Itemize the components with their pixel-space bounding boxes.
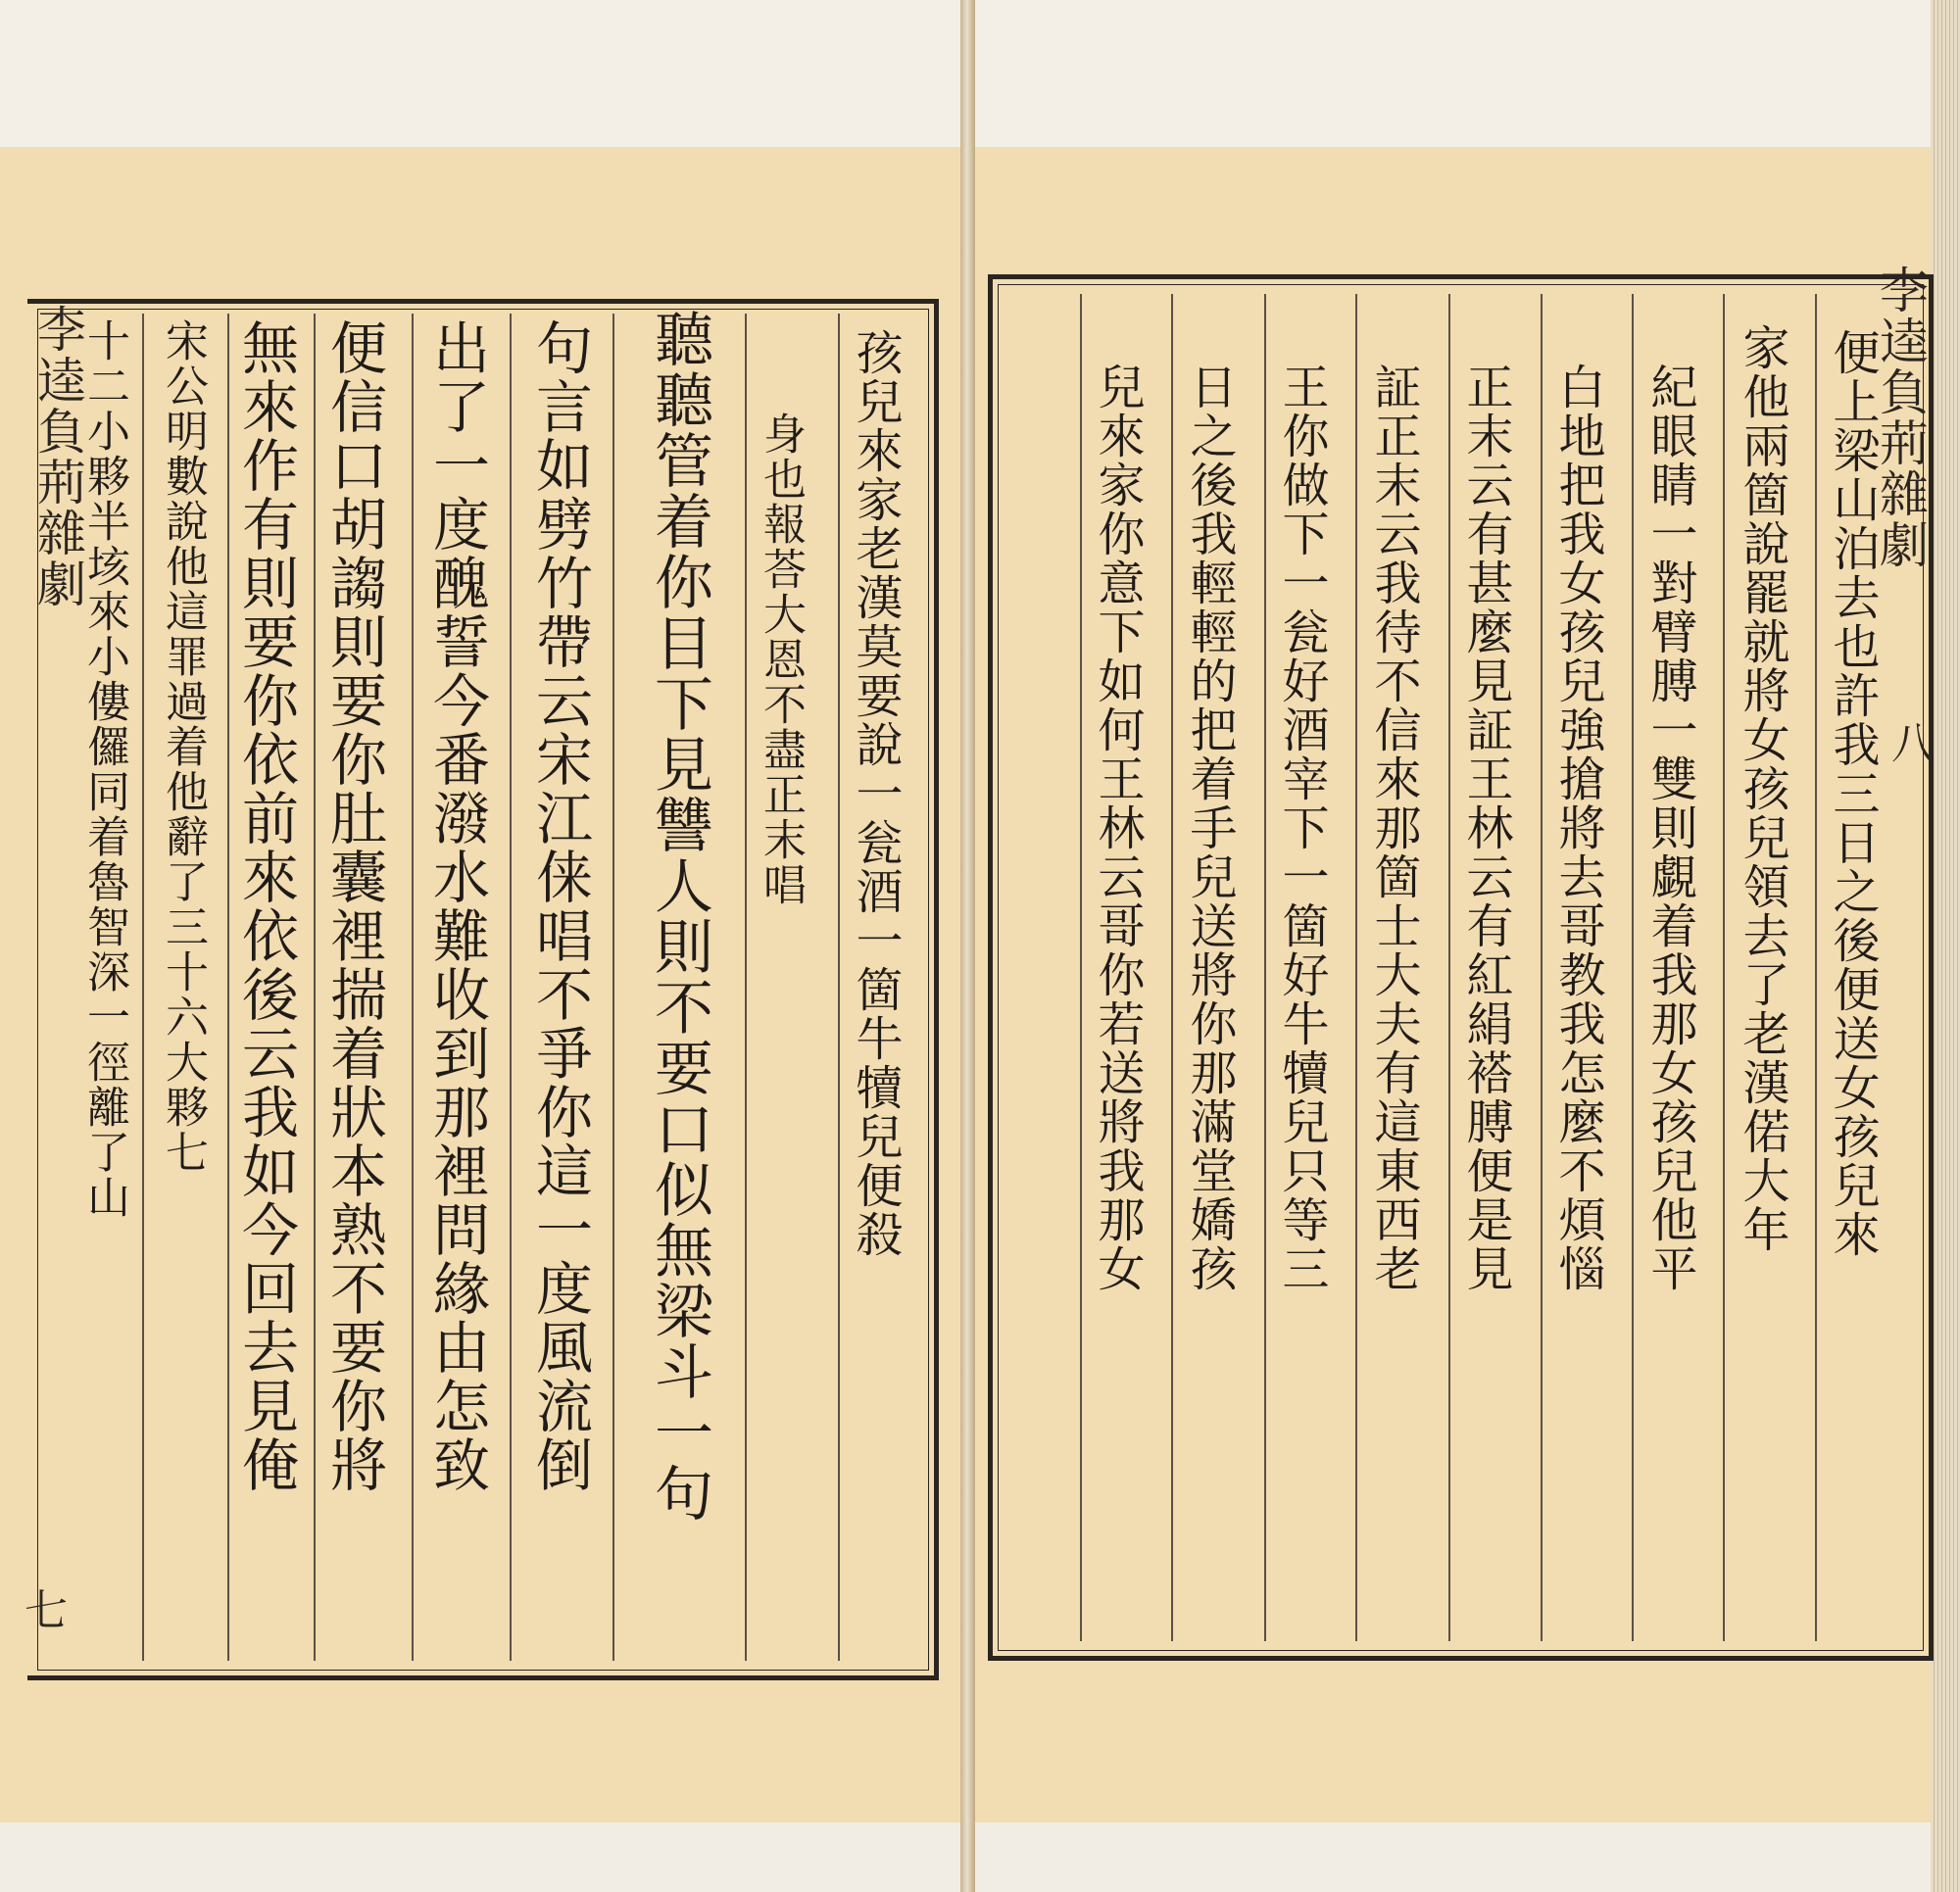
column-rule — [1264, 294, 1266, 1641]
left-text-column-6: 便信口胡謅則要你肚囊裡揣着狀本熟不要你將 — [320, 318, 387, 1494]
left-text-column-8: 宋公明數說他這罪過着他辭了三十六大夥七 — [158, 318, 208, 1175]
book-fore-edge — [1931, 0, 1960, 1892]
left-text-column-4: 句言如劈竹帶云宋江俫唱不爭你這一度風流倒 — [526, 318, 593, 1494]
book-gutter — [960, 0, 975, 1892]
left-text-column-7: 無來作有則要你依前來依後云我如今回去見俺 — [232, 318, 299, 1494]
right-text-column-5: 正末云有甚麼見証王林云有紅絹褡膊便是見 — [1458, 363, 1513, 1293]
left-text-column-1: 孩兒來家老漢莫要說一瓮酒一箇牛犢兒便殺 — [848, 328, 903, 1259]
column-rule — [1080, 294, 1082, 1641]
column-rule — [142, 314, 144, 1661]
right-margin-heading: 李逵負荊雜劇 — [1872, 265, 1929, 570]
left-margin-heading: 李逵負荊雜劇 — [29, 304, 86, 609]
column-rule — [510, 314, 512, 1661]
left-text-column-5: 出了一度醜誓今番潑水難收到那裡問緣由怎致 — [423, 318, 490, 1494]
right-text-column-6: 証正末云我待不信來那箇士大夫有這東西老 — [1366, 363, 1421, 1293]
right-text-column-3: 紀眼睛一對臂膊一雙則覷着我那女孩兒他平 — [1642, 363, 1697, 1293]
right-text-column-4: 白地把我女孩兒強搶將去哥教我怎麼不煩惱 — [1550, 363, 1605, 1293]
left-text-column-9: 十二小夥半垓來小僂儸同着魯智深一徑離了山 — [79, 318, 129, 1220]
left-folio-number: 七 — [17, 1587, 67, 1630]
column-rule — [1171, 294, 1173, 1641]
right-text-column-9: 兒來家你意下如何王林云哥你若送將我那女 — [1090, 363, 1145, 1293]
right-text-column-2: 家他兩箇說罷就將女孩兒領去了老漢偌大年 — [1735, 323, 1789, 1254]
column-rule — [1723, 294, 1725, 1641]
column-rule — [1815, 294, 1817, 1641]
column-rule — [745, 314, 747, 1661]
paper-top-edge — [0, 0, 1960, 147]
left-text-column-2: 身也報荅大恩不盡正末唱 — [756, 412, 806, 907]
column-rule — [612, 314, 614, 1661]
column-rule — [227, 314, 229, 1661]
paper-bottom-edge — [0, 1822, 1960, 1892]
column-rule — [1541, 294, 1543, 1641]
column-rule — [1632, 294, 1634, 1641]
column-rule — [314, 314, 316, 1661]
right-text-column-1: 便上梁山泊去也許我三日之後便送女孩兒來 — [1825, 328, 1880, 1259]
right-text-column-7: 王你做下一瓮好酒宰下一箇好牛犢兒只等三 — [1274, 363, 1329, 1293]
column-rule — [1355, 294, 1357, 1641]
right-folio-number: 八 — [1884, 720, 1934, 763]
column-rule — [1448, 294, 1450, 1641]
left-text-column-3: 聽聽管着你目下見讐人則不要口似無梁斗一句 — [645, 309, 713, 1524]
column-rule — [412, 314, 414, 1661]
right-text-column-8: 日之後我輕輕的把着手兒送將你那滿堂嬌孩 — [1182, 363, 1237, 1293]
column-rule — [838, 314, 840, 1661]
